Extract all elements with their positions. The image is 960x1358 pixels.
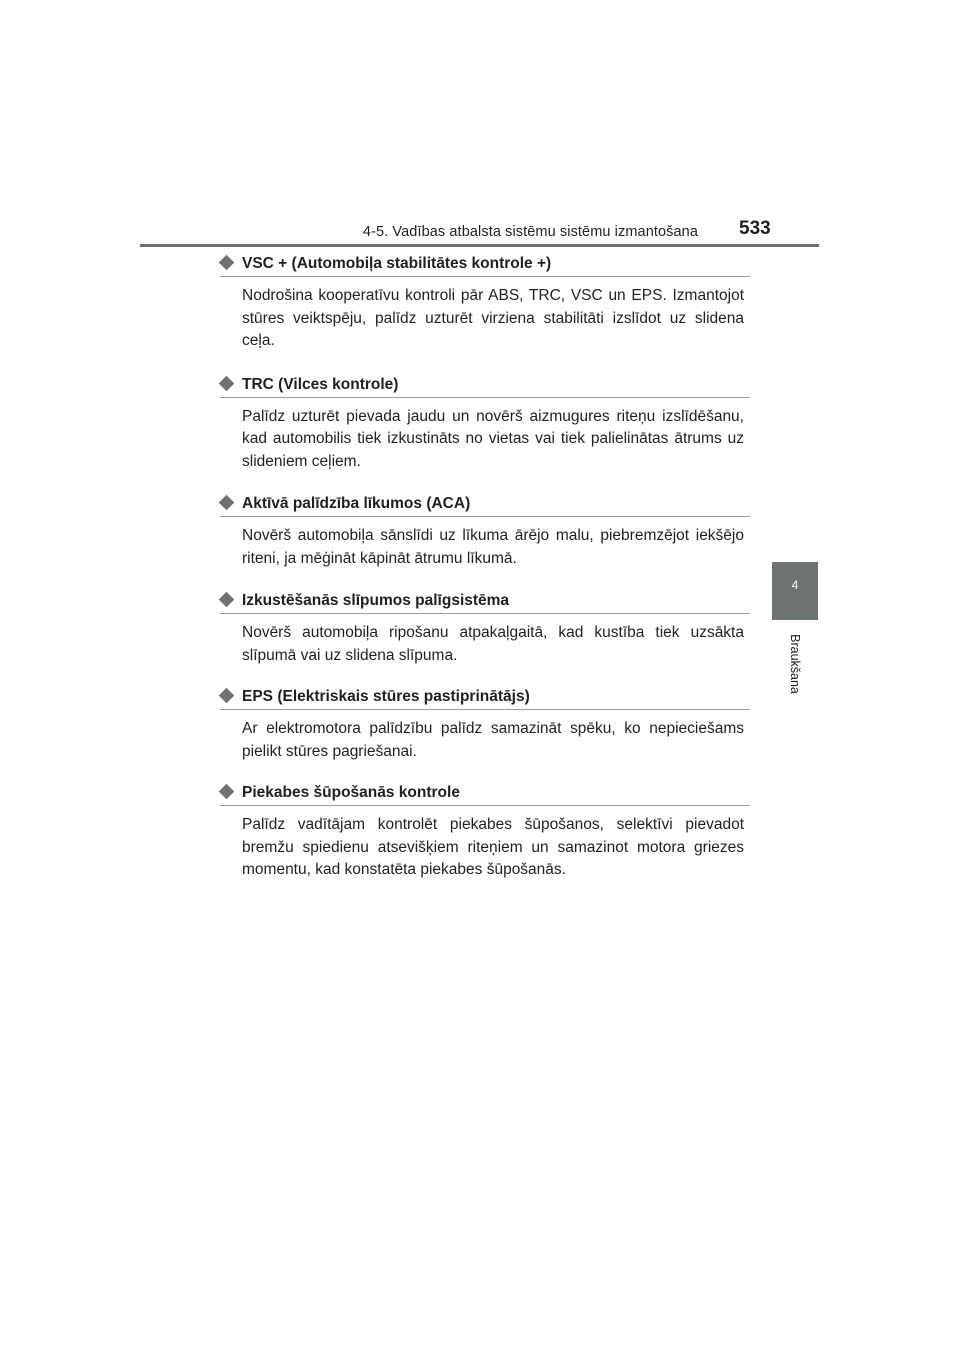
section-hill-start-assist bbox=[220, 589, 750, 667]
running-header-section: 4-5. Vadības atbalsta sistēmu sistēmu izmantošana bbox=[362, 224, 698, 240]
page-header bbox=[0, 214, 960, 254]
section-title: Piekabes šūpošanās kontrole bbox=[242, 784, 460, 801]
section-body: Palīdz vadītājam kontrolēt piekabes šūpošanos, selektīvi pievadot bremžu spiedienu atsevišķiem riteņiem un samazinot motora griezes momentu, kad konstatēta piekabes šūpošanās. bbox=[242, 816, 744, 878]
section-heading bbox=[220, 492, 750, 517]
section-body: Novērš automobiļa ripošanu atpakaļgaitā, kad kustība tiek uzsākta slīpumā vai uz slidena slīpuma. bbox=[242, 624, 744, 664]
section-heading bbox=[220, 252, 750, 277]
page-content bbox=[220, 252, 750, 882]
section-trc bbox=[220, 373, 750, 474]
diamond-bullet-icon bbox=[219, 592, 235, 608]
chapter-number: 4 bbox=[791, 578, 799, 592]
section-aca bbox=[220, 492, 750, 570]
diamond-bullet-icon bbox=[219, 255, 235, 271]
section-body: Palīdz uzturēt pievada jaudu un novērš aizmugures riteņu izslīdēšanu, kad automobilis tiek izkustināts no vietas vai tiek palielinātas ātrums uz slideniem ceļiem. bbox=[242, 407, 744, 470]
section-vsc-plus bbox=[220, 252, 750, 353]
section-title: Aktīvā palīdzība līkumos (ACA) bbox=[242, 495, 471, 512]
section-trailer-sway-control bbox=[220, 781, 750, 882]
section-title: TRC (Vilces kontrole) bbox=[242, 375, 399, 393]
section-heading bbox=[220, 685, 750, 710]
section-title: VSC + (Automobiļa stabilitātes kontrole +) bbox=[242, 255, 552, 272]
section-eps bbox=[220, 685, 750, 763]
section-title: EPS (Elektriskais stūres pastiprinātājs) bbox=[242, 688, 530, 705]
section-body: Novērš automobiļa sānslīdi uz līkuma ārējo malu, piebremzējot iekšējo riteni, ja mēģināt kāpināt ātrumu līkumā. bbox=[242, 527, 744, 567]
diamond-bullet-icon bbox=[219, 688, 235, 704]
diamond-bullet-icon bbox=[219, 784, 235, 800]
page-number: 533 bbox=[739, 218, 771, 239]
header-divider bbox=[140, 244, 819, 247]
chapter-label: Braukšana bbox=[788, 634, 802, 694]
section-body: Ar elektromotora palīdzību palīdz samazināt spēku, ko nepieciešams pielikt stūres pagriešanai. bbox=[242, 720, 744, 760]
section-body: Nodrošina kooperatīvu kontroli pār ABS, TRC, VSC un EPS. Izmantojot stūres veiktspēju, palīdz uzturēt virziena stabilitāti izslīdot uz slidena ceļa. bbox=[242, 287, 744, 349]
diamond-bullet-icon bbox=[219, 375, 235, 391]
diamond-bullet-icon bbox=[219, 495, 235, 511]
section-title: Izkustēšanās slīpumos palīgsistēma bbox=[242, 592, 510, 609]
section-heading bbox=[220, 589, 750, 614]
chapter-tab bbox=[772, 562, 818, 620]
section-heading bbox=[220, 373, 750, 398]
section-heading bbox=[220, 781, 750, 806]
